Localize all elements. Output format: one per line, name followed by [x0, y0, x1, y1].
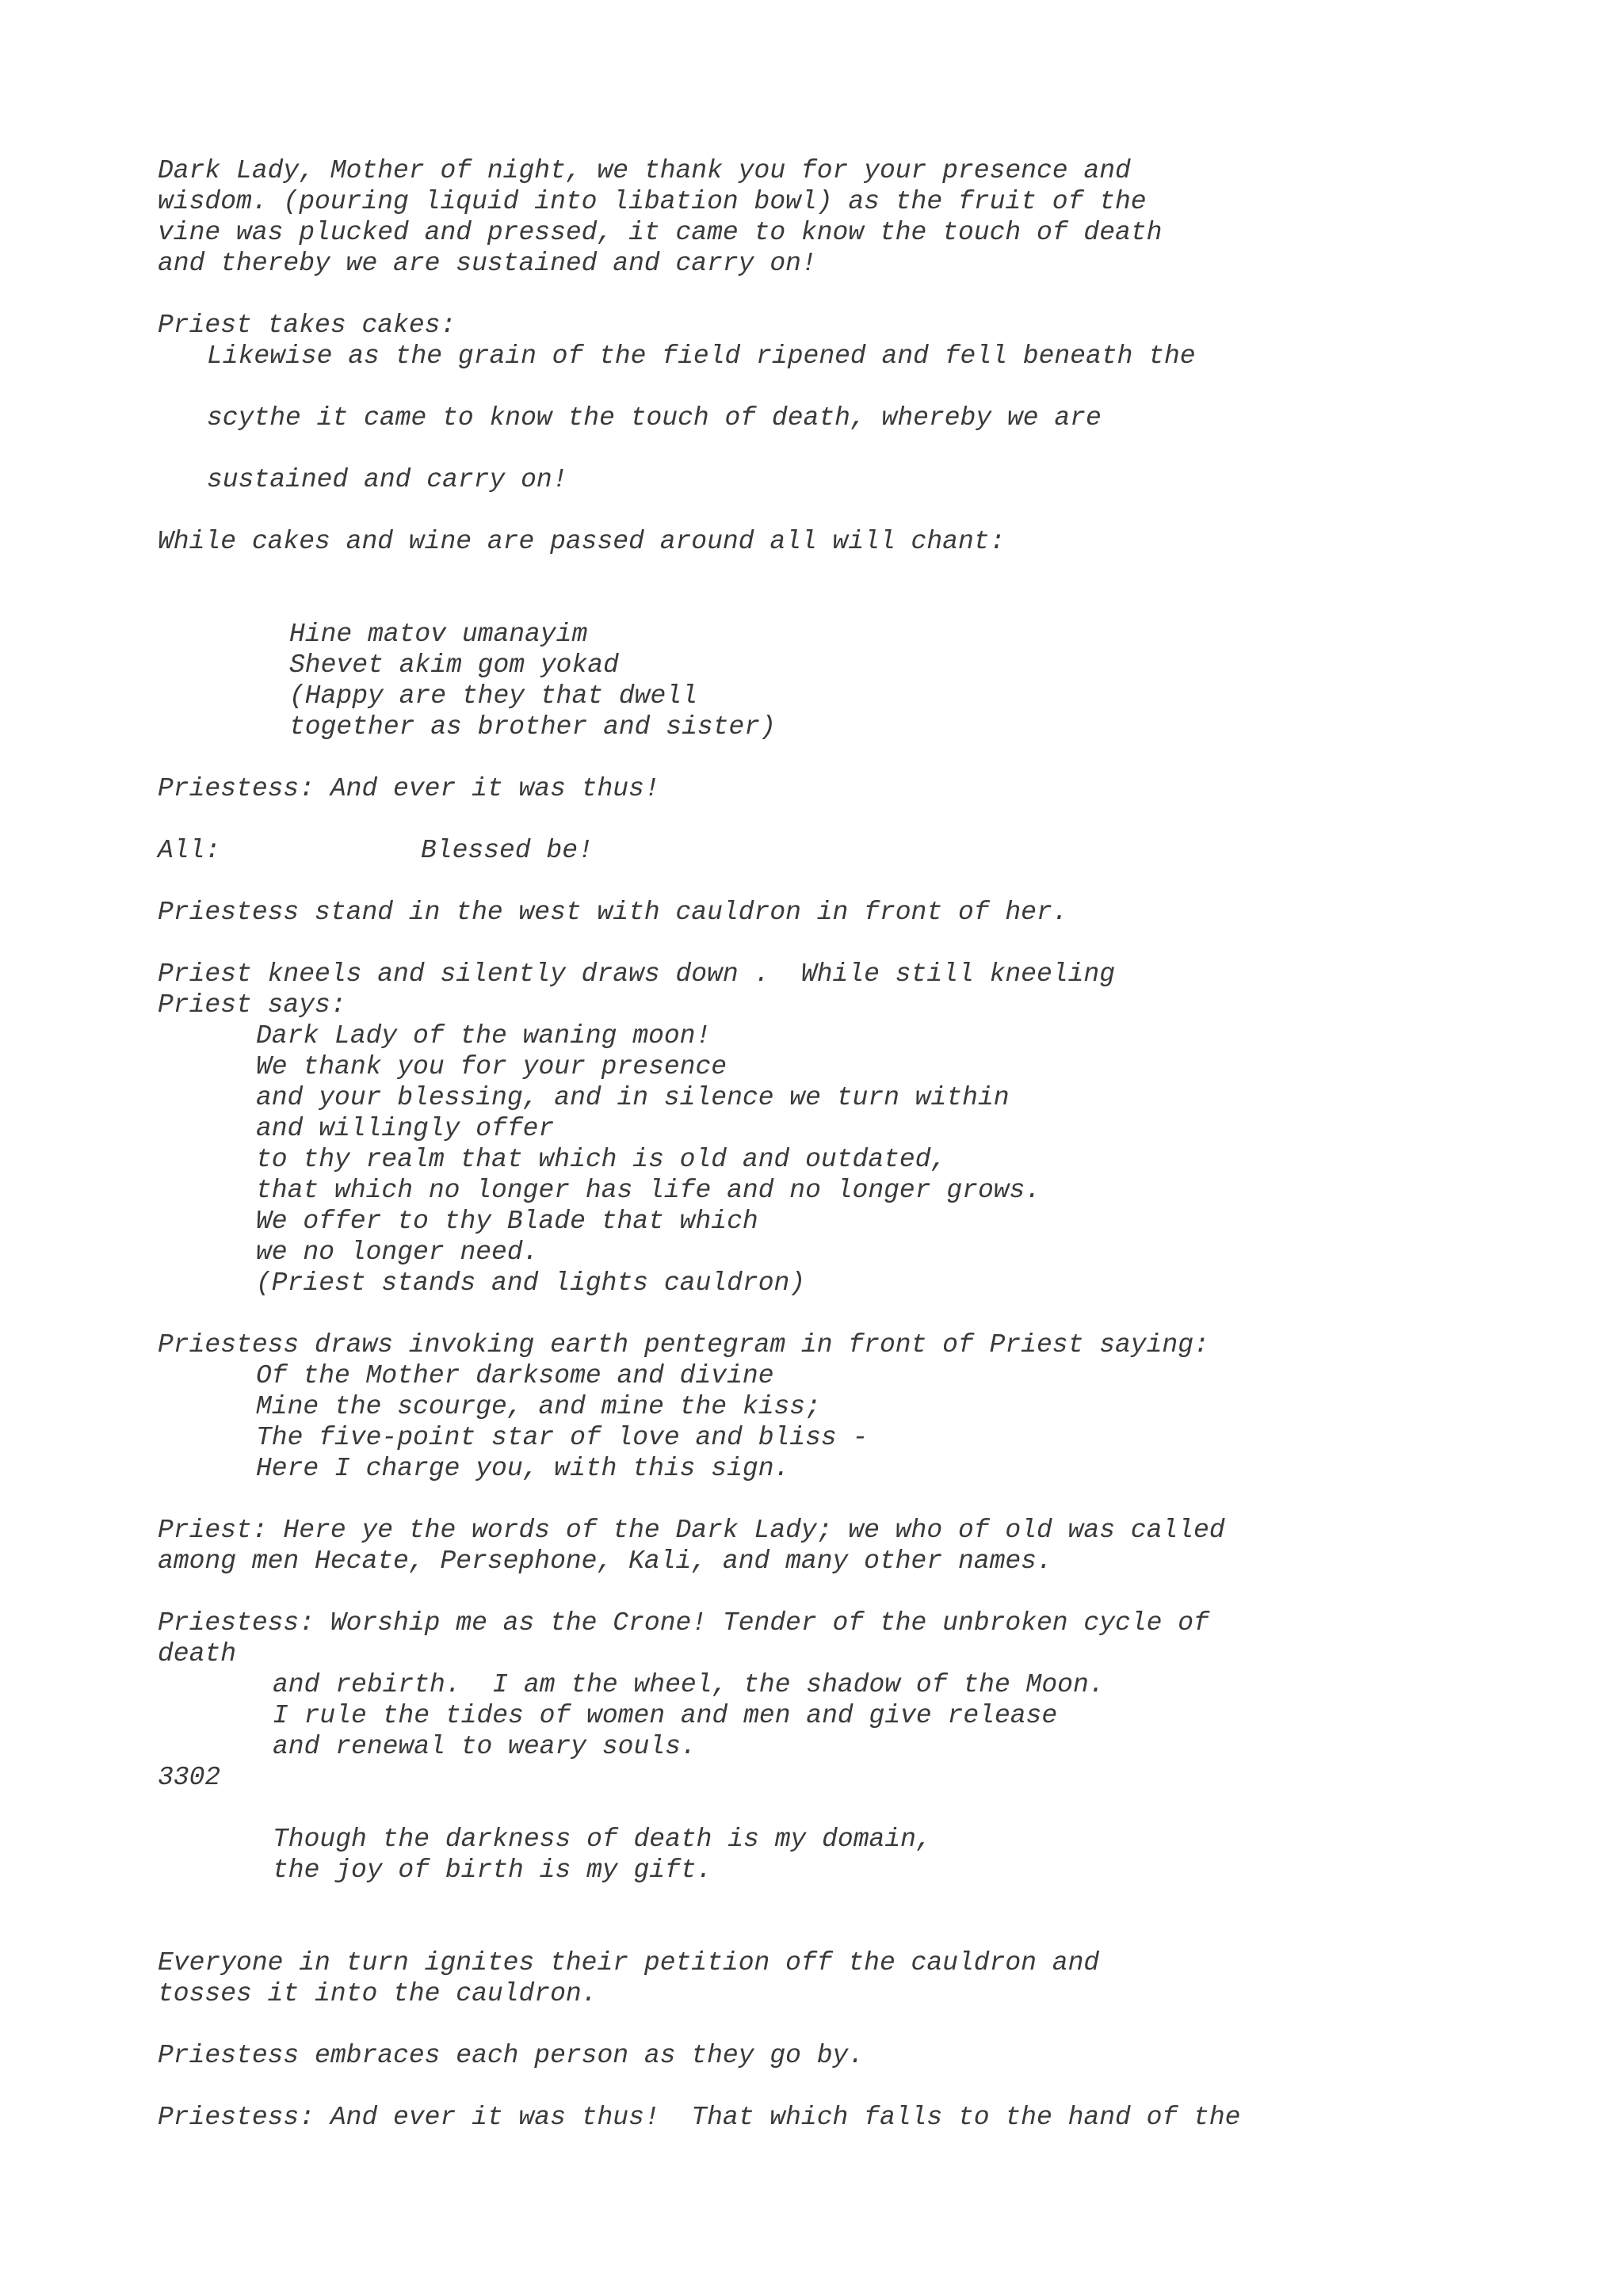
chant-line: (Happy are they that dwell: [289, 681, 697, 711]
text-line: Priest: Here ye the words of the Dark Lady; we who of old was called: [158, 1516, 1225, 1545]
text-line: Priest says:: [158, 990, 346, 1020]
text-line: Dark Lady, Mother of night, we thank you for your presence and: [158, 156, 1131, 185]
text-line: wisdom. (pouring liquid into libation bowl) as the fruit of the: [158, 187, 1147, 216]
text-line: and thereby we are sustained and carry on!: [158, 249, 817, 278]
text-line: Priestess: Worship me as the Crone! Tender of the unbroken cycle of: [158, 1608, 1209, 1638]
verse-line: We thank you for your presence: [256, 1052, 727, 1081]
verse-line: Here I charge you, with this sign.: [256, 1454, 790, 1483]
text-line: Priestess draws invoking earth pentegram in front of Priest saying:: [158, 1330, 1209, 1360]
text-line: Blessed be!: [421, 836, 594, 865]
text-line: Priestess embraces each person as they go by.: [158, 2041, 865, 2070]
verse-line: and renewal to weary souls.: [273, 1732, 697, 1761]
text-line: sustained and carry on!: [207, 465, 568, 494]
verse-line: that which no longer has life and no longer grows.: [256, 1176, 1041, 1205]
verse-line: the joy of birth is my gift.: [273, 1855, 712, 1885]
text-line: Likewise as the grain of the field ripened and fell beneath the: [207, 341, 1196, 371]
verse-line: and rebirth. I am the wheel, the shadow of the Moon.: [273, 1670, 1105, 1699]
verse-line: Dark Lady of the waning moon!: [256, 1021, 712, 1051]
text-line: scythe it came to know the touch of death, whereby we are: [207, 403, 1102, 433]
text-line: Priest kneels and silently draws down . While still kneeling: [158, 959, 1115, 989]
verse-line: and your blessing, and in silence we turn within: [256, 1083, 1010, 1112]
verse-line: We offer to thy Blade that which: [256, 1207, 758, 1236]
verse-line: Of the Mother darksome and divine: [256, 1361, 774, 1390]
verse-line: we no longer need.: [256, 1238, 539, 1267]
text-line: Priestess stand in the west with cauldron in front of her.: [158, 898, 1068, 927]
text-line: vine was plucked and pressed, it came to know the touch of death: [158, 218, 1163, 247]
page-number: 3302: [158, 1763, 221, 1792]
text-line: While cakes and wine are passed around all will chant:: [158, 527, 1006, 556]
verse-line: to thy realm that which is old and outdated,: [256, 1145, 947, 1174]
chant-line: Hine matov umanayim: [289, 620, 588, 649]
verse-line: Though the darkness of death is my domain,: [273, 1825, 932, 1854]
verse-line: I rule the tides of women and men and give release: [273, 1701, 1058, 1730]
text-line: tosses it into the cauldron.: [158, 1979, 598, 2008]
text-line: among men Hecate, Persephone, Kali, and many other names.: [158, 1547, 1052, 1576]
chant-line: Shevet akim gom yokad: [289, 650, 619, 680]
chant-line: together as brother and sister): [289, 712, 776, 742]
text-line: Everyone in turn ignites their petition off the cauldron and: [158, 1948, 1100, 1978]
verse-line: and willingly offer: [256, 1114, 555, 1143]
text-line: Priestess: And ever it was thus! That which falls to the hand of the: [158, 2103, 1241, 2132]
text-line: Priest takes cakes:: [158, 311, 456, 340]
verse-line: (Priest stands and lights cauldron): [256, 1268, 806, 1298]
text-line: death: [158, 1639, 237, 1669]
speaker-label: All:: [158, 836, 221, 865]
verse-line: Mine the scourge, and mine the kiss;: [256, 1392, 821, 1421]
verse-line: The five-point star of love and bliss -: [256, 1423, 869, 1452]
text-line: Priestess: And ever it was thus!: [158, 774, 660, 803]
